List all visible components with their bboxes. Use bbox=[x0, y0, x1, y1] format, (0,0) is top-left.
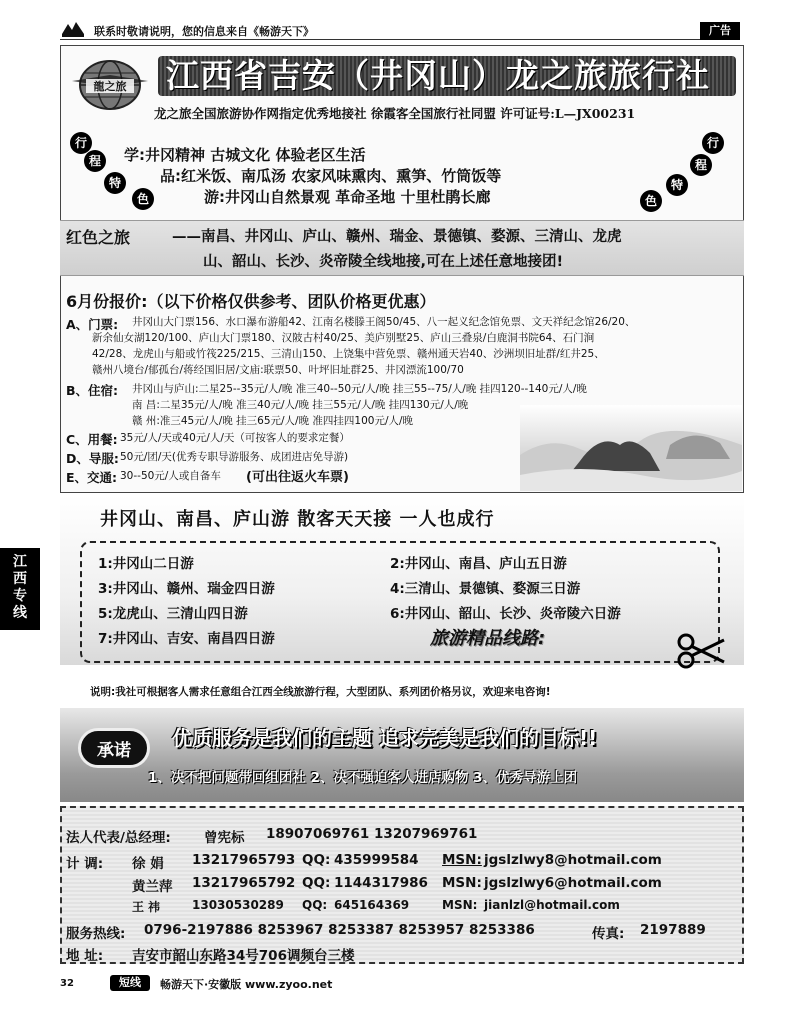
magazine-logo-icon bbox=[60, 20, 86, 38]
hotlines: 0796-2197886 8253967 8253387 8253957 8253386 bbox=[144, 922, 535, 938]
tour-item-6: 6:井冈山、韶山、长沙、炎帝陵六日游 bbox=[390, 606, 621, 622]
lodging-line-1: 井冈山与庐山:二星25--35元/人/晚 准三40--50元/人/晚 挂三55--75/人/晚 挂四120--140元/人/晚 bbox=[132, 383, 587, 395]
fax-label: 传真: bbox=[592, 926, 625, 942]
feature-list bbox=[124, 145, 502, 208]
agency-subtitle: 龙之旅全国旅游协作网指定优秀地接社 徐霞客全国旅行社同盟 许可证号:L—JX00231 bbox=[154, 106, 636, 121]
tour-item-5: 5:龙虎山、三清山四日游 bbox=[98, 606, 248, 622]
scissors-icon bbox=[676, 632, 726, 670]
planner-msn-label-3: MSN: bbox=[442, 898, 478, 912]
stamp-right-1: 行 bbox=[702, 132, 724, 154]
stamp-right-4: 色 bbox=[640, 190, 662, 212]
promise-badge: 承诺 bbox=[78, 728, 150, 768]
side-tab-char-3: 专 bbox=[13, 588, 27, 604]
planner-msn-2[interactable]: jgslzlwy6@hotmail.com bbox=[484, 875, 662, 891]
side-tab-char-1: 江 bbox=[13, 554, 27, 570]
guide-label: D、导服: bbox=[66, 451, 119, 466]
planner-msn-label-1: MSN: bbox=[442, 852, 482, 868]
page-number: 32 bbox=[60, 978, 74, 989]
footer-text: 畅游天下·安徽版 www.zyoo.net bbox=[160, 978, 333, 991]
tickets-line-2: 新余仙女湖120/100、庐山大门票180、汉陂古村40/25、美庐别墅25、庐山三叠泉/白鹿洞书院64、石门涧 bbox=[92, 332, 595, 344]
agency-name: 江西省吉安（井冈山）龙之旅旅行社 bbox=[166, 56, 710, 95]
stamp-left-1: 行 bbox=[70, 132, 92, 154]
side-tab-char-2: 西 bbox=[13, 571, 27, 587]
tickets-line-4: 赣州八境台/郁孤台/蒋经国旧居/文庙:联票50、叶坪旧址群25、井冈漂流100/70 bbox=[92, 364, 464, 376]
planner-phone-3: 13030530289 bbox=[192, 898, 284, 912]
globe-logo-icon bbox=[70, 55, 150, 117]
stamp-right-2: 程 bbox=[690, 154, 712, 176]
planner-qq-label-2: QQ: bbox=[302, 875, 331, 891]
legal-label: 法人代表/总经理: bbox=[66, 830, 171, 846]
planner-qq-label-1: QQ: bbox=[302, 852, 331, 868]
feature-study: 学:井冈精神 古城文化 体验老区生活 bbox=[124, 146, 366, 164]
tickets-label: A、门票: bbox=[66, 317, 119, 332]
fax-number: 2197889 bbox=[640, 922, 706, 938]
legal-phones: 18907069761 13207969761 bbox=[266, 826, 478, 842]
promise-headline: 优质服务是我们的主题 追求完美是我们的目标!! bbox=[172, 726, 598, 750]
planner-msn-label-2: MSN: bbox=[442, 875, 482, 891]
ad-tag: 广告 bbox=[700, 22, 740, 40]
logo-text: 龍之旅 bbox=[93, 80, 127, 93]
planner-phone-2: 13217965792 bbox=[192, 875, 296, 891]
address: 吉安市韶山东路34号706调频台三楼 bbox=[132, 948, 355, 964]
header-note: 联系时敬请说明，您的信息来自《畅游天下》 bbox=[94, 25, 314, 38]
planner-qq-2: 1144317986 bbox=[334, 875, 428, 891]
planner-qq-3: 645164369 bbox=[334, 898, 410, 912]
planner-phone-1: 13217965793 bbox=[192, 852, 296, 868]
lodging-line-3: 赣 州:准三45元/人/晚 挂三65元/人/晚 准四挂四100元/人/晚 bbox=[132, 415, 414, 427]
agency-name-banner bbox=[158, 56, 736, 96]
tour-headline: 井冈山、南昌、庐山游 散客天天接 一人也成行 bbox=[100, 509, 495, 530]
tour-item-7: 7:井冈山、吉安、南昌四日游 bbox=[98, 631, 275, 647]
red-tour-title: 红色之旅 bbox=[66, 228, 131, 247]
promise-list: 1、决不把问题带回组团社 2、决不强迫客人进店购物 3、优秀导游上团 bbox=[148, 770, 578, 786]
mountain-landscape-image bbox=[520, 405, 742, 491]
legal-name: 曾宪标 bbox=[204, 830, 245, 846]
tickets-line-1: 井冈山大门票156、水口瀑布游船42、江南名楼滕王阁50/45、八一起义纪念馆免票、文天祥纪念馆26/20、 bbox=[132, 316, 636, 328]
red-tour-line-2: 山、韶山、长沙、炎帝陵全线地接,可在上述任意地接团! bbox=[203, 254, 564, 270]
meals-text: 35元/人/天或40元/人/天（可按客人的要求定餐） bbox=[120, 432, 350, 444]
tickets-line-3: 42/28、龙虎山与船或竹筏225/215、三清山150、上饶集中营免票、赣州通天岩40、沙洲坝旧址群/红井25、 bbox=[92, 348, 605, 360]
tour-item-1: 1:井冈山二日游 bbox=[98, 556, 194, 572]
hotline-label: 服务热线: bbox=[66, 926, 126, 942]
planner-name-3: 王 祎 bbox=[132, 900, 161, 914]
stamp-left-4: 色 bbox=[132, 188, 154, 210]
planner-qq-label-3: QQ: bbox=[302, 898, 328, 912]
guide-text: 50元/团/天(优秀专职导游服务、成团进店免导游) bbox=[120, 451, 349, 463]
planner-msn-3[interactable]: jianlzl@hotmail.com bbox=[484, 898, 620, 912]
planner-msn-1[interactable]: jgslzlwy8@hotmail.com bbox=[484, 852, 662, 868]
transport-bold-note: (可出往返火车票) bbox=[246, 470, 349, 485]
tour-item-3: 3:井冈山、赣州、瑞金四日游 bbox=[98, 581, 275, 597]
red-tour-line-1: ——南昌、井冈山、庐山、赣州、瑞金、景德镇、婺源、三清山、龙虎 bbox=[172, 229, 622, 245]
side-tab-char-4: 线 bbox=[13, 605, 27, 621]
tour-item-4: 4:三清山、景德镇、婺源三日游 bbox=[390, 581, 581, 597]
planner-name-1: 徐 娟 bbox=[132, 856, 164, 872]
feature-taste: 品:红米饭、南瓜汤 农家风味熏肉、熏笋、竹筒饭等 bbox=[160, 167, 502, 185]
price-title: 6月份报价:（以下价格仅供参考、团队价格更优惠） bbox=[66, 292, 436, 311]
side-tab-jiangxi bbox=[0, 548, 40, 630]
tour-item-2: 2:井冈山、南昌、庐山五日游 bbox=[390, 556, 567, 572]
stamp-left-2: 程 bbox=[84, 150, 106, 172]
transport-text: 30--50元/人或自备车 bbox=[120, 470, 221, 482]
planner-name-2: 黄兰萍 bbox=[132, 879, 173, 895]
tour-slogan: 旅游精品线路: bbox=[430, 628, 546, 649]
lodging-label: B、住宿: bbox=[66, 383, 119, 398]
planner-qq-1: 435999584 bbox=[334, 852, 419, 868]
address-label: 地 址: bbox=[66, 948, 104, 964]
itinerary-note: 说明:我社可根据客人需求任意组合江西全线旅游行程，大型团队、系列团价格另议，欢迎来电咨询! bbox=[90, 686, 551, 698]
footer-badge: 短线 bbox=[110, 975, 150, 991]
stamp-right-3: 特 bbox=[666, 174, 688, 196]
feature-travel: 游:井冈山自然景观 革命圣地 十里杜鹃长廊 bbox=[204, 188, 491, 206]
stamp-left-3: 特 bbox=[104, 172, 126, 194]
transport-label: E、交通: bbox=[66, 470, 118, 485]
header-bar bbox=[60, 22, 740, 40]
lodging-line-2: 南 昌:二星35元/人/晚 准三40元/人/晚 挂三55元/人/晚 挂四130元/人/晚 bbox=[132, 399, 469, 411]
planner-label: 计 调: bbox=[66, 856, 104, 872]
meals-label: C、用餐: bbox=[66, 432, 118, 447]
